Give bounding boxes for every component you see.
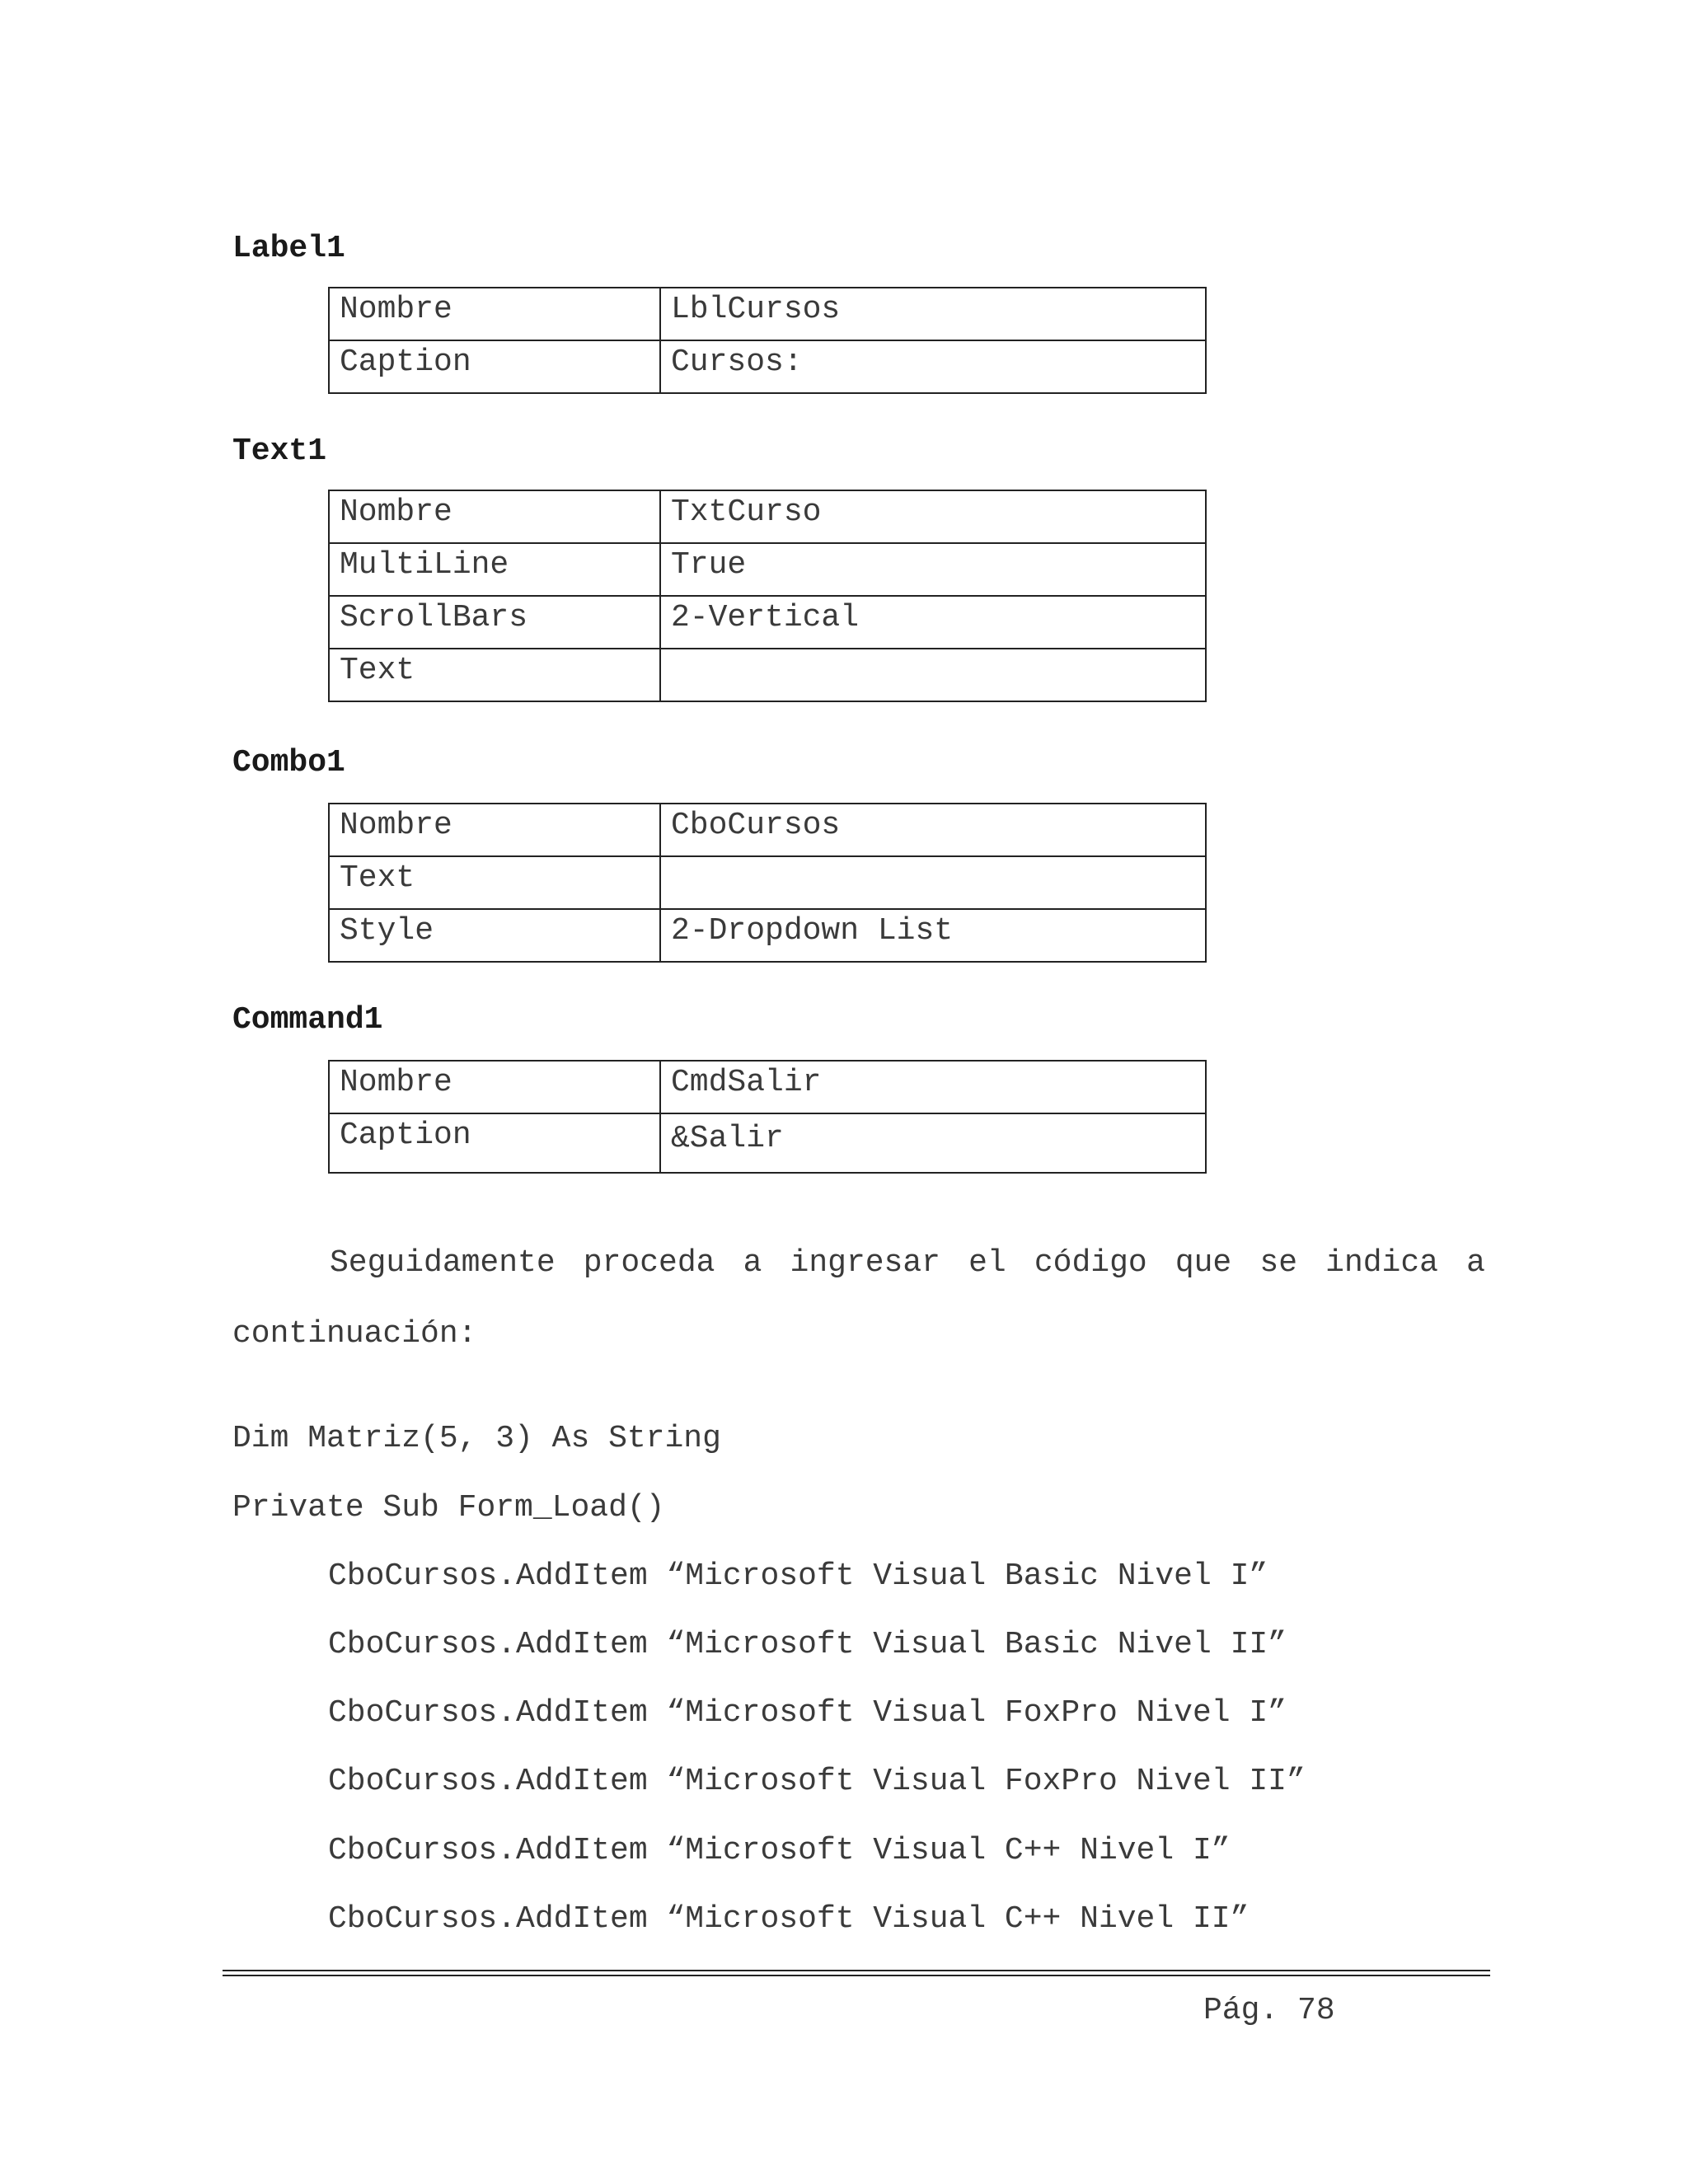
paragraph-word: a xyxy=(743,1245,762,1281)
code-line: CboCursos.AddItem “Microsoft Visual Basic Nivel II” xyxy=(328,1627,1287,1662)
property-value: True xyxy=(660,543,1206,596)
property-name: Text xyxy=(329,856,660,909)
properties-table-combo1 xyxy=(328,803,1207,963)
paragraph-word: indica xyxy=(1325,1245,1438,1281)
paragraph-line: continuación: xyxy=(232,1316,477,1352)
table-row xyxy=(329,490,1206,543)
property-value xyxy=(660,856,1206,909)
footer-divider xyxy=(223,1970,1490,1976)
code-line: CboCursos.AddItem “Microsoft Visual C++ Nivel II” xyxy=(328,1901,1250,1937)
property-name: Nombre xyxy=(329,288,660,340)
table-row xyxy=(329,804,1206,856)
code-line: CboCursos.AddItem “Microsoft Visual FoxPro Nivel II” xyxy=(328,1764,1306,1799)
property-value: 2-Dropdown List xyxy=(660,909,1206,962)
table-row xyxy=(329,856,1206,909)
paragraph-word: ingresar xyxy=(790,1245,940,1281)
property-name: Nombre xyxy=(329,490,660,543)
table-row xyxy=(329,909,1206,962)
table-row xyxy=(329,1113,1206,1173)
instruction-paragraph xyxy=(232,1228,1485,1370)
property-name: Caption xyxy=(329,1113,660,1173)
table-row xyxy=(329,288,1206,340)
property-value: CmdSalir xyxy=(660,1061,1206,1113)
paragraph-word: Seguidamente xyxy=(330,1245,556,1281)
property-name: Caption xyxy=(329,340,660,393)
code-line: CboCursos.AddItem “Microsoft Visual C++ Nivel I” xyxy=(328,1833,1231,1868)
paragraph-word: se xyxy=(1259,1245,1297,1281)
section-title-text1: Text1 xyxy=(232,434,327,469)
code-line: Private Sub Form_Load() xyxy=(232,1490,665,1526)
table-row xyxy=(329,649,1206,701)
page-number: Pág. 78 xyxy=(1203,1993,1335,2028)
properties-table-command1 xyxy=(328,1060,1207,1174)
property-name: MultiLine xyxy=(329,543,660,596)
table-row xyxy=(329,596,1206,649)
paragraph-line xyxy=(232,1228,1485,1299)
paragraph-word: código xyxy=(1034,1245,1147,1281)
paragraph-word: el xyxy=(968,1245,1006,1281)
properties-table-text1 xyxy=(328,490,1207,702)
property-name: Nombre xyxy=(329,1061,660,1113)
property-name: Style xyxy=(329,909,660,962)
code-line: CboCursos.AddItem “Microsoft Visual Basic Nivel I” xyxy=(328,1558,1268,1594)
property-name: Nombre xyxy=(329,804,660,856)
property-value: TxtCurso xyxy=(660,490,1206,543)
section-title-label1: Label1 xyxy=(232,231,345,266)
table-row xyxy=(329,1061,1206,1113)
property-name: Text xyxy=(329,649,660,701)
section-title-combo1: Combo1 xyxy=(232,745,345,780)
property-name: ScrollBars xyxy=(329,596,660,649)
property-value: Cursos: xyxy=(660,340,1206,393)
paragraph-word: a xyxy=(1466,1245,1485,1281)
property-value: 2-Vertical xyxy=(660,596,1206,649)
code-line: Dim Matriz(5, 3) As String xyxy=(232,1421,721,1456)
property-value: &Salir xyxy=(660,1113,1206,1173)
paragraph-word: que xyxy=(1175,1245,1232,1281)
table-row xyxy=(329,340,1206,393)
paragraph-word: proceda xyxy=(583,1245,715,1281)
code-line: CboCursos.AddItem “Microsoft Visual FoxPro Nivel I” xyxy=(328,1695,1287,1731)
property-value: LblCursos xyxy=(660,288,1206,340)
property-value xyxy=(660,649,1206,701)
section-title-command1: Command1 xyxy=(232,1002,383,1038)
property-value: CboCursos xyxy=(660,804,1206,856)
table-row xyxy=(329,543,1206,596)
properties-table-label1 xyxy=(328,287,1207,394)
